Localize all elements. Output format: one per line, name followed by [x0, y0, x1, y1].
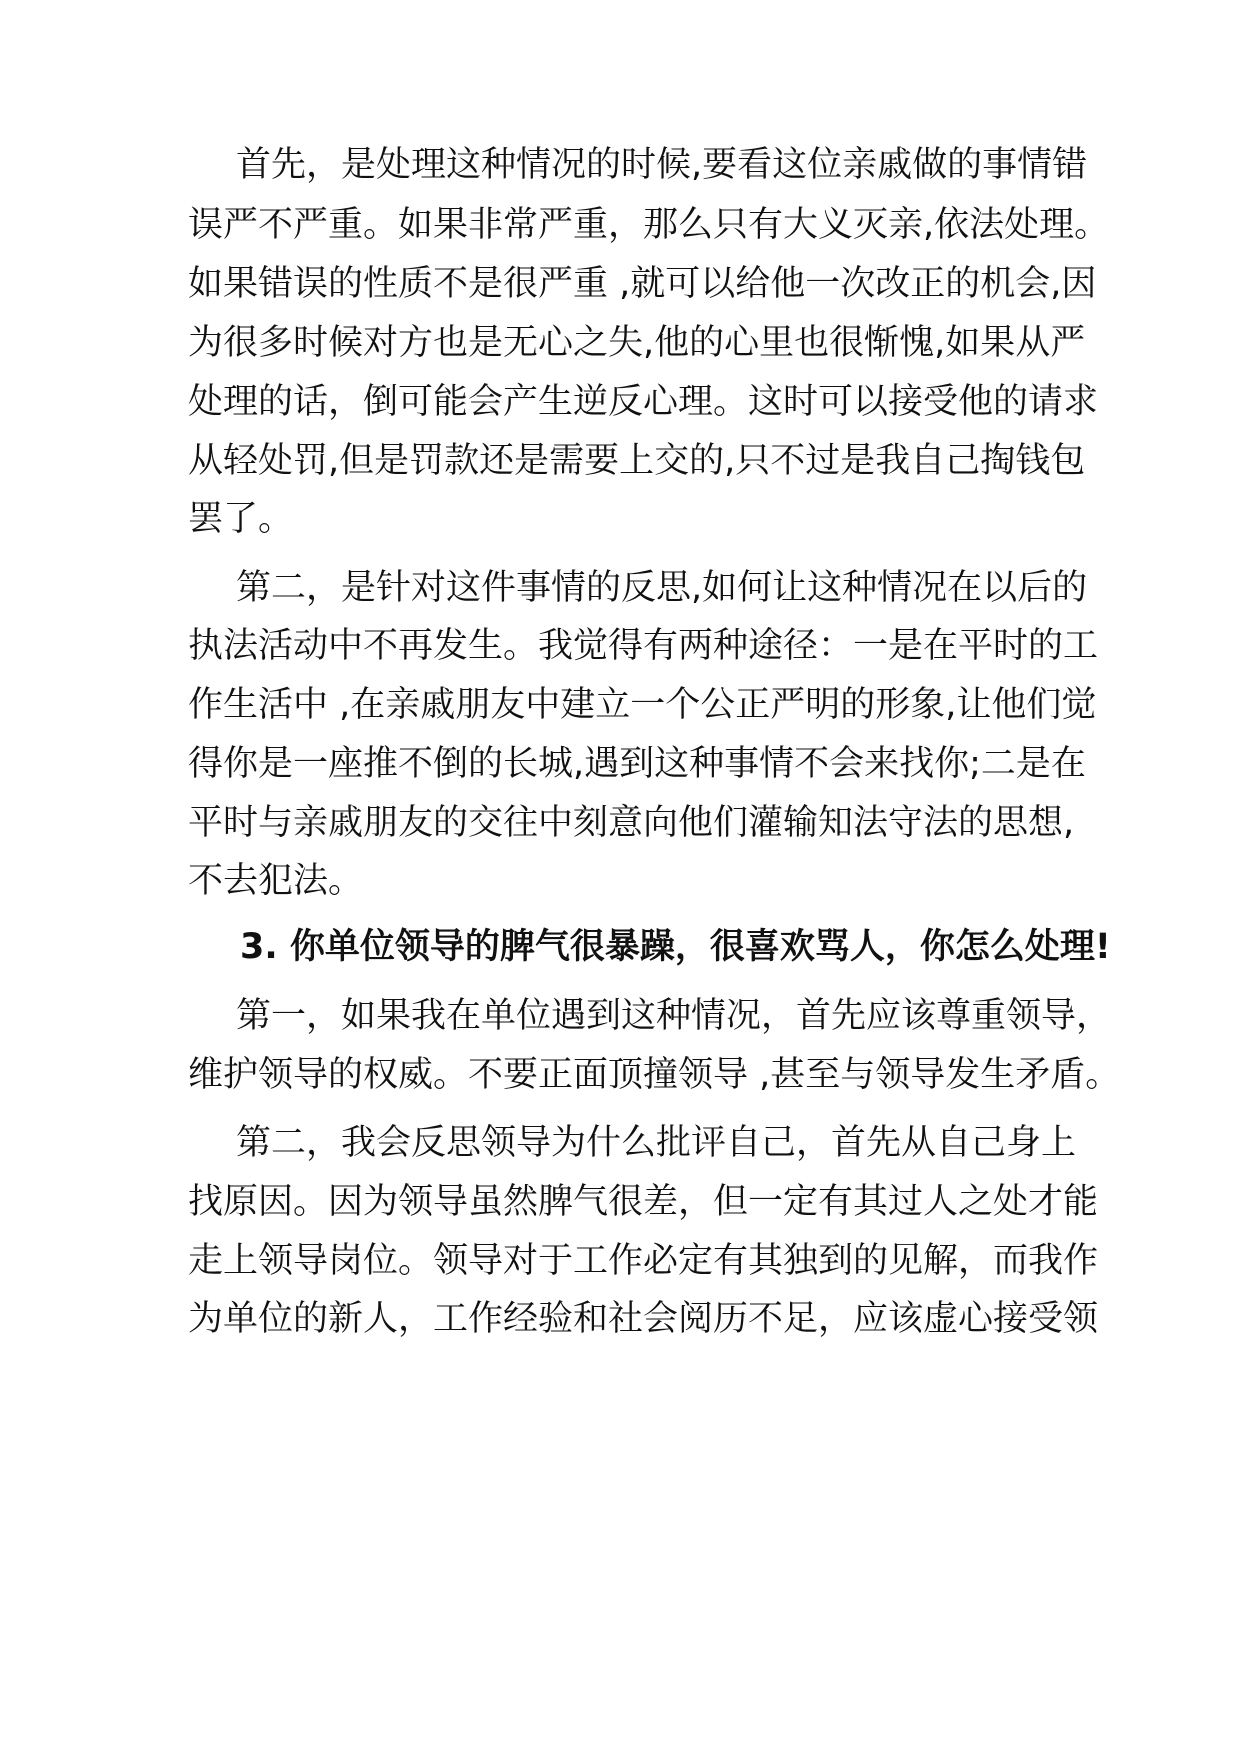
- paragraph-2-line-4: 得你是一座推不倒的长城,遇到这种事情不会来找你;二是在: [188, 744, 1086, 784]
- paragraph-1-line-5: 处理的话，倒可能会产生逆反心理。这时可以接受他的请求: [188, 382, 1099, 422]
- paragraph-2-line-6: 不去犯法。: [188, 861, 364, 901]
- paragraph-4-line-3: 走上领导岗位。领导对于工作必定有其独到的见解，而我作: [188, 1241, 1099, 1281]
- paragraph-1-line-2: 误严不严重。如果非常严重，那么只有大义灭亲,依法处理。: [188, 205, 1110, 245]
- paragraph-3-line-1: 第一，如果我在单位遇到这种情况，首先应该尊重领导，: [236, 996, 1112, 1036]
- paragraph-1-line-6: 从轻处罚,但是罚款还是需要上交的,只不过是我自己掏钱包: [188, 441, 1086, 481]
- paragraph-2-line-2: 执法活动中不再发生。我觉得有两种途径：一是在平时的工: [188, 626, 1099, 666]
- paragraph-4-line-2: 找原因。因为领导虽然脾气很差，但一定有其过人之处才能: [188, 1182, 1099, 1222]
- paragraph-4-line-4: 为单位的新人，工作经验和社会阅历不足，应该虚心接受领: [188, 1299, 1099, 1339]
- paragraph-3-line-2: 维护领导的权威。不要正面顶撞领导 ,甚至与领导发生矛盾。: [188, 1055, 1121, 1095]
- paragraph-2-line-3: 作生活中 ,在亲戚朋友中建立一个公正严明的形象,让他们觉: [188, 685, 1097, 725]
- paragraph-1-line-3: 如果错误的性质不是很严重 ,就可以给他一次改正的机会,因: [188, 264, 1097, 304]
- paragraph-4-line-1: 第二，我会反思领导为什么批评自己，首先从自己身上: [236, 1123, 1077, 1163]
- question-heading: 3. 你单位领导的脾气很暴躁，很喜欢骂人，你怎么处理!: [240, 927, 1111, 967]
- paragraph-1-line-4: 为很多时候对方也是无心之失,他的心里也很惭愧,如果从严: [188, 323, 1086, 363]
- paragraph-1-line-7: 罢了。: [188, 499, 294, 539]
- paragraph-2-line-1: 第二，是针对这件事情的反思,如何让这种情况在以后的: [236, 568, 1088, 608]
- paragraph-1-line-1: 首先，是处理这种情况的时候,要看这位亲戚做的事情错: [236, 145, 1088, 185]
- paragraph-2-line-5: 平时与亲戚朋友的交往中刻意向他们灌输知法守法的思想,: [188, 803, 1075, 843]
